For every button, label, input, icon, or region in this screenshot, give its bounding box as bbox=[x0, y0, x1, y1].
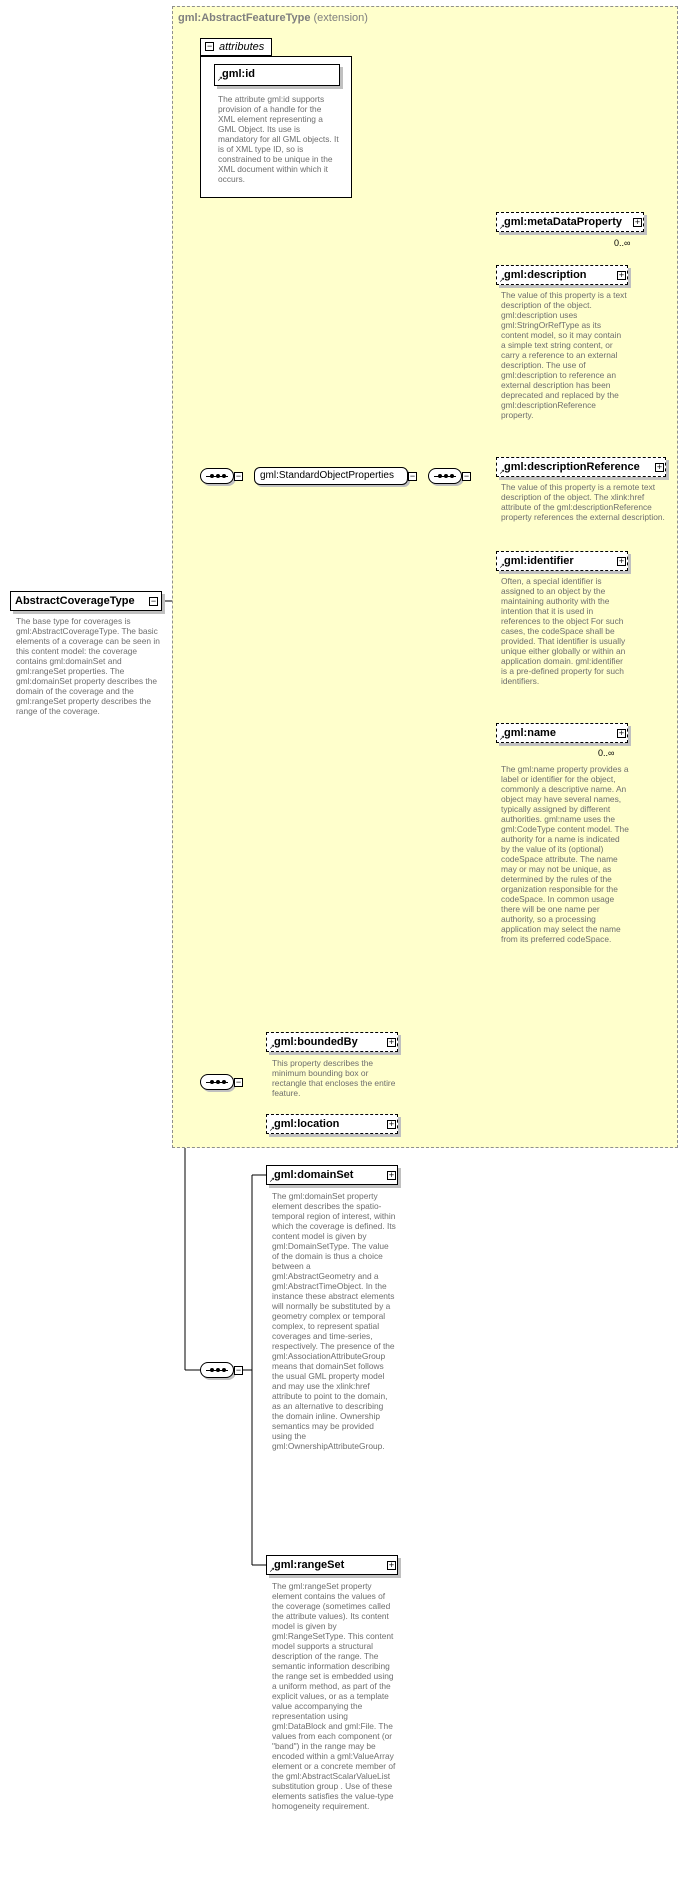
element-identifier[interactable] bbox=[496, 551, 628, 571]
root-element-label: AbstractCoverageType bbox=[15, 595, 135, 607]
element-domain-set-text: The gml:domainSet property element describes the spatio-temporal region of interest, within which the coverage is defined. Its content model is given by gml:DomainSetType. The value of the domain is thus a choice between a gml:AbstractGeometry and a gml:AbstractTimeObject. In the instance these abstract elements will normally be substituted by a geometry complex or temporal complex, to represent spatial coverages and time-series, respectively. The presence of the gml:AssociationAttributeGroup means that domainSet follows the usual GML property model and may use the xlink:href attribute to point to the domain, as an alternative to describing the domain inline. Ownership semantics may be provided using the gml:OwnershipAttributeGroup. bbox=[272, 1191, 396, 1451]
collapse-icon[interactable]: − bbox=[206, 41, 213, 51]
collapse-icon[interactable]: − bbox=[235, 471, 242, 481]
element-bounded-by[interactable] bbox=[266, 1032, 398, 1052]
sequence-compositor[interactable] bbox=[200, 1074, 234, 1090]
extension-title bbox=[178, 12, 368, 24]
expand-icon[interactable]: + bbox=[388, 1170, 395, 1180]
expand-icon[interactable]: + bbox=[618, 728, 625, 738]
element-meta-data-property[interactable] bbox=[496, 212, 644, 232]
root-description: The base type for coverages is gml:AbstractCoverageType. The basic elements of a coverage can be seen in this content model: the coverage contains gml:domainSet and gml:rangeSet properties. The gml:domainSet property describes the domain of the coverage and the gml:rangeSet property describes the range of the coverage. bbox=[16, 616, 160, 716]
element-label: gml:description bbox=[504, 269, 587, 281]
sequence-compositor[interactable] bbox=[428, 468, 462, 484]
cardinality-label: 0..∞ bbox=[614, 238, 631, 248]
element-description-text: The value of this property is a text description of the object. gml:description uses gml:StringOrRefType as its content model, so it may contain a simple text string content, or carry a reference to an external description. The use of gml:description to reference an external description has been deprecated and replaced by the gml:descriptionReference property. bbox=[501, 290, 627, 420]
attributes-tab[interactable] bbox=[200, 38, 272, 56]
element-label: gml:name bbox=[504, 727, 556, 739]
expand-icon[interactable]: + bbox=[656, 462, 663, 472]
element-bounded-by-text: This property describes the minimum bounding box or rectangle that encloses the entire feature. bbox=[272, 1058, 396, 1098]
arrow-icon: ↗ bbox=[499, 735, 505, 742]
expand-icon[interactable]: + bbox=[388, 1119, 395, 1129]
element-label: gml:domainSet bbox=[274, 1169, 354, 1181]
arrow-icon: ↗ bbox=[269, 1567, 275, 1574]
element-name-text: The gml:name property provides a label or identifier for the object, commonly a descriptive name. An object may have several names, typically assigned by different authorities. gml:name uses the gml:CodeType content model. The authority for a name is indicated by the value of its (optional) codeSpace attribute. The name may or may not be unique, as determined by the rules of the organization responsible for the codeSpace. In common usage there will be one name per authority, so a processing application may select the name from its preferred codeSpace. bbox=[501, 764, 629, 944]
sequence-compositor[interactable] bbox=[200, 468, 234, 484]
arrow-icon: ↗ bbox=[269, 1126, 275, 1133]
element-identifier-text: Often, a special identifier is assigned to an object by the maintaining authority with the intention that it is used in references to the object For such cases, the codeSpace shall be provided. That identifier is usually unique either globally or within an application domain. gml:identifier is a pre-defined property for such identifiers. bbox=[501, 576, 626, 686]
element-description-reference-text: The value of this property is a remote text description of the object. The xlink:href attribute of the gml:descriptionReference property references the external description. bbox=[501, 482, 665, 522]
element-label: gml:descriptionReference bbox=[504, 461, 640, 473]
arrow-icon: ↗ bbox=[269, 1177, 275, 1184]
attributes-tab-label: attributes bbox=[219, 41, 265, 53]
attribute-gml-id-description: The attribute gml:id supports provision of a handle for the XML element representing a GML Object. Its use is mandatory for all GML objects. It is of XML type ID, so is constrained to be unique in the XML document within which it occurs. bbox=[218, 94, 339, 184]
element-label: gml:identifier bbox=[504, 555, 574, 567]
expand-icon[interactable]: + bbox=[388, 1037, 395, 1047]
root-element[interactable] bbox=[10, 591, 162, 611]
expand-icon[interactable]: + bbox=[618, 556, 625, 566]
arrow-icon: ↗ bbox=[499, 224, 505, 231]
expand-icon[interactable]: + bbox=[634, 217, 641, 227]
group-ref-label: gml:StandardObjectProperties bbox=[260, 470, 394, 481]
collapse-icon[interactable]: − bbox=[409, 471, 416, 481]
attribute-gml-id-label: gml:id bbox=[222, 68, 255, 80]
cardinality-label: 0..∞ bbox=[598, 748, 615, 758]
extension-type-name: gml:AbstractFeatureType bbox=[178, 12, 311, 24]
element-label: gml:rangeSet bbox=[274, 1559, 345, 1571]
collapse-icon[interactable]: − bbox=[463, 471, 470, 481]
expand-icon[interactable]: + bbox=[618, 270, 625, 280]
collapse-icon[interactable]: − bbox=[235, 1077, 242, 1087]
sequence-compositor[interactable] bbox=[200, 1362, 234, 1378]
extension-qualifier: (extension) bbox=[313, 12, 368, 24]
expand-icon[interactable]: + bbox=[388, 1560, 395, 1570]
element-label: gml:metaDataProperty bbox=[504, 216, 622, 228]
element-location[interactable] bbox=[266, 1114, 398, 1134]
element-domain-set[interactable] bbox=[266, 1165, 398, 1185]
collapse-icon[interactable]: − bbox=[235, 1365, 242, 1375]
group-ref-standard-object-properties[interactable] bbox=[254, 467, 408, 485]
element-label: gml:location bbox=[274, 1118, 340, 1130]
arrow-icon: ↗ bbox=[499, 277, 505, 284]
collapse-icon[interactable]: − bbox=[150, 596, 157, 606]
arrow-icon: ↗ bbox=[217, 76, 223, 83]
element-description[interactable] bbox=[496, 265, 628, 285]
element-description-reference[interactable] bbox=[496, 457, 666, 477]
element-range-set-text: The gml:rangeSet property element contains the values of the coverage (sometimes called the attribute values). Its content model is given by gml:RangeSetType. This content model supports a structural description of the range. The semantic information describing the range set is embedded using a uniform method, as part of the explicit values, or as a template value accompanying the representation using gml:DataBlock and gml:File. The values from each component (or "band") in the range may be encoded within a gml:ValueArray element or a concrete member of the gml:AbstractScalarValueList substitution group . Use of these elements satisfies the value-type homogeneity requirement. bbox=[272, 1581, 396, 1811]
element-range-set[interactable] bbox=[266, 1555, 398, 1575]
arrow-icon: ↗ bbox=[499, 563, 505, 570]
arrow-icon: ↗ bbox=[269, 1044, 275, 1051]
attribute-gml-id[interactable] bbox=[214, 64, 340, 86]
element-label: gml:boundedBy bbox=[274, 1036, 358, 1048]
element-name[interactable] bbox=[496, 723, 628, 743]
arrow-icon: ↗ bbox=[499, 469, 505, 476]
